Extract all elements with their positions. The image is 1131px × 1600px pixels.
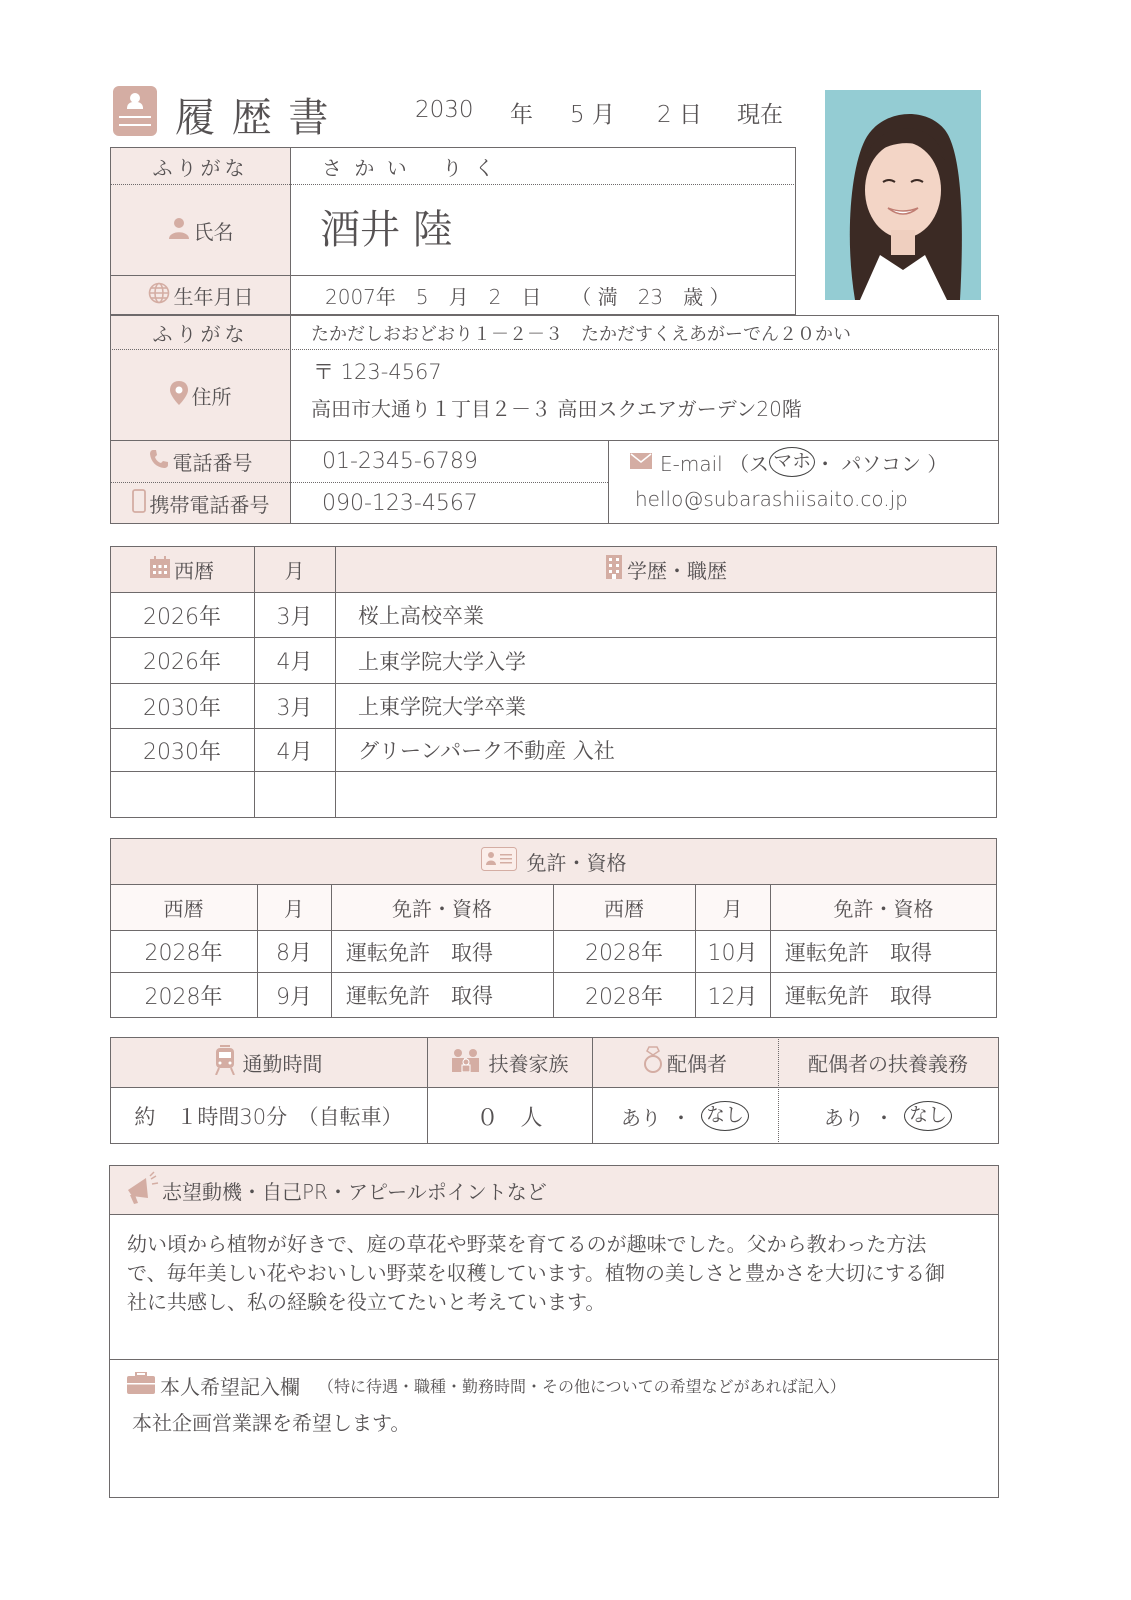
globe-icon <box>148 282 170 309</box>
spouse-label: 配偶者 <box>667 1052 727 1076</box>
email-label-prefix: E-mail （ス <box>660 451 770 476</box>
license-row-1-year-1[interactable]: 2028年 <box>144 941 223 966</box>
divider <box>110 184 796 185</box>
dependents-label: 扶養家族 <box>488 1052 569 1076</box>
license-row-1-month-1[interactable]: 8月 <box>276 941 312 966</box>
history-row-2-year[interactable]: 2026年 <box>143 650 221 675</box>
history-row-4-detail[interactable]: グリーンパーク不動産 入社 <box>358 739 615 763</box>
spouse-support-label: 配偶者の扶養義務 <box>808 1052 968 1076</box>
history-row-2-detail[interactable]: 上東学院大学入学 <box>358 649 526 674</box>
spouse-separator: ・ <box>670 1105 691 1130</box>
ring-icon <box>643 1046 663 1079</box>
email-field[interactable]: hello@subarashiisaito.co.jp <box>635 487 908 511</box>
motivation-line: で、毎年美しい花やおいしい野菜を収穫しています。植物の美しさと豊かさを大切にする御 <box>127 1261 945 1285</box>
date-suffix: 現在 <box>737 102 783 128</box>
history-row-5-year[interactable] <box>110 772 254 817</box>
address-furigana-field[interactable]: たかだしおおどおり１－２－３ たかだすくえあがーでん２０かい <box>311 323 851 345</box>
wishes-label: 本人希望記入欄 <box>160 1374 300 1399</box>
history-header-year <box>110 547 254 592</box>
licenses-header-month-1: 月 <box>284 897 304 921</box>
briefcase-icon <box>127 1372 155 1399</box>
phone-label-cell <box>110 441 291 482</box>
wishes-label-cell <box>127 1368 987 1402</box>
address-label: 住所 <box>191 385 232 409</box>
licenses-title <box>110 839 997 884</box>
license-row-2-month-1[interactable]: 9月 <box>276 984 312 1010</box>
person-icon <box>168 217 190 244</box>
address-field[interactable]: 高田市大通り１丁目２－３ 高田スクエアガーデン20階 <box>311 396 802 421</box>
divider <box>608 440 609 524</box>
history-row-3-month[interactable]: 3月 <box>276 695 313 721</box>
licenses-header-detail-2: 免許・資格 <box>833 897 934 921</box>
license-row-2-detail-2[interactable]: 運転免許 取得 <box>785 984 932 1008</box>
wishes-note: （特に待遇・職種・勤務時間・その他についての希望などがあれば記入） <box>318 1376 846 1396</box>
date-year: 2030 <box>415 97 474 123</box>
furigana-label: ふりがな <box>152 155 249 180</box>
history-row-1-detail[interactable]: 桜上高校卒業 <box>358 604 484 628</box>
licenses-header-year-2: 西暦 <box>604 897 644 921</box>
licenses-header-detail-1: 免許・資格 <box>392 897 492 921</box>
license-row-2-detail-1[interactable]: 運転免許 取得 <box>346 984 493 1008</box>
commute-label: 通勤時間 <box>242 1052 323 1076</box>
divider <box>109 1214 999 1215</box>
motivation-label-cell <box>124 1166 984 1214</box>
mobile-label: 携帯電話番号 <box>149 493 270 517</box>
divider <box>110 1087 999 1088</box>
family-icon <box>451 1048 481 1077</box>
phone-icon <box>149 449 169 474</box>
email-label-cell <box>630 443 990 481</box>
address-label-cell <box>110 351 291 440</box>
date-day: 2 日 <box>657 102 702 128</box>
spouse-support-field <box>778 1089 998 1143</box>
history-row-4-year[interactable]: 2030年 <box>143 739 221 765</box>
history-header-year-label: 西暦 <box>174 559 214 583</box>
name-field[interactable]: 酒井 陸 <box>320 206 453 253</box>
address-furigana-label: ふりがな <box>152 322 249 346</box>
date-year-unit: 年 <box>510 102 533 128</box>
mobile-label-cell <box>110 484 291 523</box>
email-label-suffix: ・ パソコン ） <box>815 451 948 476</box>
mobile-field[interactable]: 090-123-4567 <box>322 491 478 516</box>
commute-field[interactable]: 約 １時間30分 （自転車） <box>134 1105 403 1129</box>
history-row-1-month[interactable]: 3月 <box>276 604 313 630</box>
phone-field[interactable]: 01-2345-6789 <box>322 449 478 474</box>
name-label: 氏名 <box>193 220 234 244</box>
motivation-label: 志望動機・自己PR・アピールポイントなど <box>162 1179 547 1204</box>
divider <box>110 275 796 276</box>
wishes-field[interactable]: 本社企画営業課を希望します。 <box>132 1410 411 1435</box>
birth-field[interactable]: 2007年 5 月 2 日 （ 満 23 歳 ） <box>325 285 730 309</box>
building-icon <box>605 555 623 584</box>
licenses-title-label: 免許・資格 <box>526 851 627 875</box>
dependents-field[interactable]: ０ 人 <box>476 1105 543 1131</box>
page-title: 履 歴 書 <box>175 95 331 141</box>
phone-label: 電話番号 <box>172 451 253 475</box>
divider <box>109 1359 999 1360</box>
spouse-field <box>592 1089 778 1143</box>
postal-code-field[interactable]: 〒 123-4567 <box>313 360 442 384</box>
licenses-header-month-2: 月 <box>722 897 743 921</box>
history-row-3-year[interactable]: 2030年 <box>143 695 221 721</box>
megaphone-icon <box>124 1170 160 1211</box>
history-row-5-month[interactable] <box>254 772 335 817</box>
motivation-line: 幼い頃から植物が好きで、庭の草花や野菜を育てるのが趣味でした。父から教わった方法 <box>127 1232 927 1256</box>
license-row-1-year-2[interactable]: 2028年 <box>585 941 663 966</box>
birth-label-cell <box>110 277 291 314</box>
license-row-1-month-2[interactable]: 10月 <box>707 941 758 966</box>
portrait-photo <box>825 90 981 300</box>
divider <box>110 349 999 350</box>
commute-label-cell <box>110 1038 427 1087</box>
support-no-option-selected[interactable]: なし <box>904 1101 952 1131</box>
support-separator: ・ <box>873 1105 894 1130</box>
history-header-detail <box>335 547 997 592</box>
train-icon <box>215 1045 235 1080</box>
birth-label: 生年月日 <box>173 285 254 309</box>
licenses-header-year-1: 西暦 <box>163 897 204 921</box>
furigana-field[interactable]: さ か い り く <box>322 155 498 180</box>
dependents-label-cell <box>427 1038 592 1087</box>
license-row-2-year-2[interactable]: 2028年 <box>585 984 663 1010</box>
motivation-line: 社に共感し、私の経験を役立てたいと考えています。 <box>127 1290 606 1314</box>
divider <box>110 482 608 483</box>
resume-icon <box>113 86 157 136</box>
spouse-label-cell <box>592 1038 778 1087</box>
date-month: 5 月 <box>570 102 615 128</box>
history-row-4-month[interactable]: 4月 <box>276 739 313 765</box>
name-label-cell <box>110 186 291 275</box>
email-type-selected[interactable]: マホ <box>769 447 815 477</box>
calendar-icon <box>150 556 170 583</box>
license-row-1-detail-2[interactable]: 運転免許 取得 <box>785 940 932 965</box>
motivation-field[interactable] <box>127 1230 987 1317</box>
id-card-icon <box>481 847 517 876</box>
history-row-3-detail[interactable]: 上東学院大学卒業 <box>358 695 526 719</box>
history-row-1-year[interactable]: 2026年 <box>143 604 221 630</box>
location-pin-icon <box>170 381 188 410</box>
support-yes-option[interactable]: あり <box>823 1105 864 1130</box>
license-row-2-month-2[interactable]: 12月 <box>707 984 758 1010</box>
spouse-no-option-selected[interactable]: なし <box>701 1101 749 1131</box>
mail-icon <box>630 450 652 474</box>
spouse-yes-option[interactable]: あり <box>620 1105 661 1130</box>
license-row-2-year-1[interactable]: 2028年 <box>144 984 223 1010</box>
mobile-phone-icon <box>132 489 146 518</box>
history-row-5-detail[interactable] <box>358 772 988 817</box>
history-header-month: 月 <box>284 559 305 583</box>
history-header-detail-label: 学歴・職歴 <box>627 559 727 583</box>
history-row-2-month[interactable]: 4月 <box>276 650 313 675</box>
license-row-1-detail-1[interactable]: 運転免許 取得 <box>346 940 493 965</box>
